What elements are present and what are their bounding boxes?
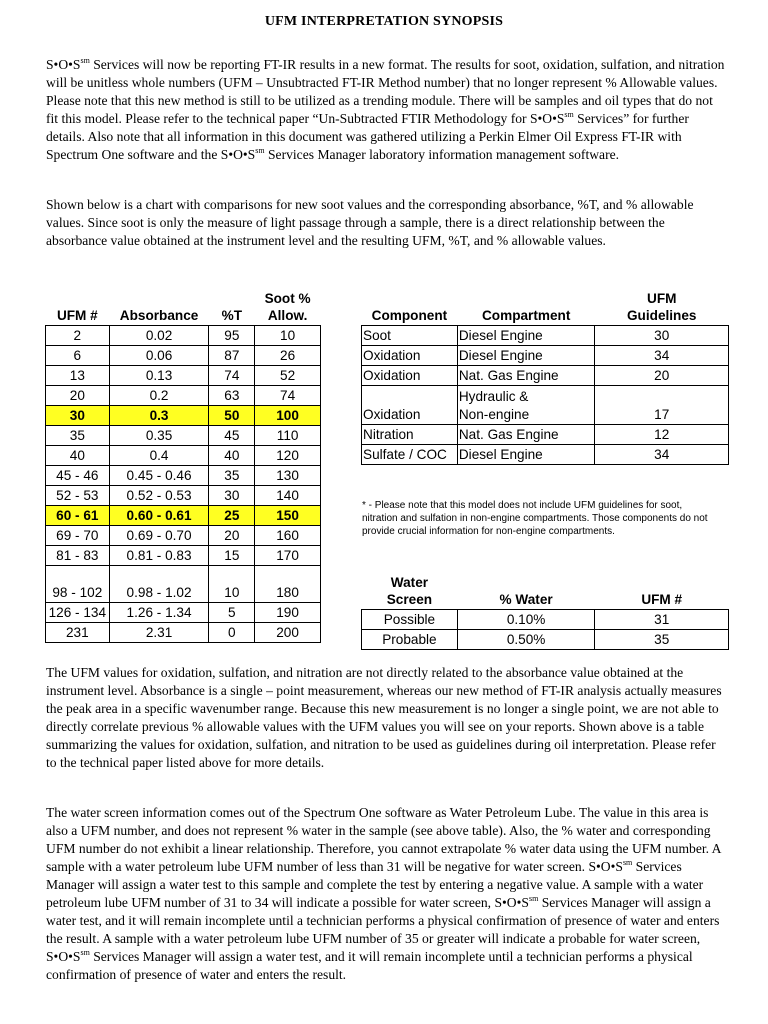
table-row (46, 603, 321, 623)
header-water-screen (362, 574, 458, 610)
cell-ufm: 231 (46, 623, 110, 643)
table-row (46, 426, 321, 446)
cell-soot: 150 (255, 506, 321, 526)
cell-ufm: 35 (595, 630, 729, 650)
intro-paragraph (46, 56, 728, 164)
cell-absorbance: 0.3 (109, 406, 209, 426)
cell-absorbance: 0.45 - 0.46 (109, 466, 209, 486)
compartment-line1: Hydraulic & (458, 389, 529, 404)
cell-percent-t: 15 (209, 546, 255, 566)
header-ufm-guidelines (595, 290, 729, 326)
cell-absorbance: 0.98 - 1.02 (109, 566, 209, 603)
cell-absorbance: 0.02 (109, 326, 209, 346)
table-row (46, 566, 321, 603)
table-row (46, 346, 321, 366)
cell-percent-t: 45 (209, 426, 255, 446)
header-screen-line2: Screen (386, 592, 433, 607)
cell-ufm: 52 - 53 (46, 486, 110, 506)
service-mark: sm (622, 858, 633, 867)
cell-absorbance: 0.81 - 0.83 (109, 546, 209, 566)
cell-screen: Probable (362, 630, 458, 650)
cell-percent-t: 50 (209, 406, 255, 426)
cell-soot: 10 (255, 326, 321, 346)
cell-percent-t: 5 (209, 603, 255, 623)
cell-percent-t: 25 (209, 506, 255, 526)
guidelines-footnote: * - Please note that this model does not include UFM guidelines for soot, nitration and sulfation in non-engine compartments. Those components do not provide crucial information for non-engine compartments. (362, 500, 708, 537)
cell-soot: 74 (255, 386, 321, 406)
paragraph-text: Services Manager laboratory information management software. (264, 147, 620, 162)
cell-ufm: 34 (595, 346, 729, 366)
table-row (46, 623, 321, 643)
water-screen-paragraph (46, 804, 728, 984)
service-mark: sm (564, 110, 574, 119)
sos-brand: S•O•S (494, 895, 529, 910)
cell-ufm: 35 (46, 426, 110, 446)
sos-brand: S•O•S (46, 949, 81, 964)
header-screen-line1: Water (390, 575, 429, 590)
service-mark: sm (80, 56, 90, 65)
cell-absorbance: 0.60 - 0.61 (109, 506, 209, 526)
cell-ufm: 2 (46, 326, 110, 346)
cell-absorbance: 0.4 (109, 446, 209, 466)
cell-soot: 110 (255, 426, 321, 446)
paragraph-text: The water screen information comes out of the Spectrum One software as Water Petroleum Lube. The value in this area is also a UFM number, and does not represent % water in the sample (see above table). Also, the % water and corresponding UFM number do not exhibit a linear relationship. Therefore, you cannot extrapolate % water data using the UFM number. A sample with a water petroleum lube UFM number of less than 31 will be negative for water screen. (46, 805, 721, 874)
cell-soot: 180 (255, 566, 321, 603)
cell-soot: 26 (255, 346, 321, 366)
header-soot-line1: Soot % (264, 291, 311, 306)
cell-component: Oxidation (362, 386, 458, 425)
cell-soot: 100 (255, 406, 321, 426)
table-row (362, 445, 729, 465)
service-mark: sm (80, 948, 90, 957)
cell-ufm: 30 (595, 326, 729, 346)
ufm-guidelines-table (361, 290, 729, 465)
cell-percent-t: 63 (209, 386, 255, 406)
table-row (46, 486, 321, 506)
cell-percent-t: 20 (209, 526, 255, 546)
cell-absorbance: 1.26 - 1.34 (109, 603, 209, 623)
cell-absorbance: 0.06 (109, 346, 209, 366)
cell-percent-t: 74 (209, 366, 255, 386)
header-component: Component (371, 308, 448, 323)
header-compartment: Compartment (481, 308, 571, 323)
header-ufm-line1: UFM (647, 291, 677, 306)
header-absorbance: Absorbance (119, 308, 199, 323)
cell-ufm: 31 (595, 610, 729, 630)
table-row (362, 630, 729, 650)
cell-component: Nitration (362, 425, 458, 445)
sos-brand: S•O•S (220, 147, 256, 162)
table-row (46, 446, 321, 466)
cell-soot: 120 (255, 446, 321, 466)
cell-component: Oxidation (362, 346, 458, 366)
table-row (362, 346, 729, 366)
cell-absorbance: 0.2 (109, 386, 209, 406)
cell-compartment: Diesel Engine (457, 346, 595, 366)
cell-compartment: Diesel Engine (457, 326, 595, 346)
paragraph-text: Services will now be reporting FT-IR results in a new format. The results for soot, oxidation, sulfation, and nitration will be unitless whole numbers (UFM – Unsubtracted FT-IR Method number) that no longer represent % Allowable values. Please note that this new method is still to be utilized as a trending module. There will be samples and oil types that do not fit this model. Please refer to the technical paper “Un-Subtracted FTIR Methodology for (46, 57, 725, 126)
cell-ufm: 40 (46, 446, 110, 466)
header-ufm: UFM # (56, 308, 98, 323)
cell-ufm: 20 (595, 366, 729, 386)
cell-absorbance: 2.31 (109, 623, 209, 643)
cell-ufm: 69 - 70 (46, 526, 110, 546)
cell-absorbance: 0.69 - 0.70 (109, 526, 209, 546)
soot-chart-paragraph: Shown below is a chart with comparisons for new soot values and the corresponding absorbance, %T, and % allowable values. Since soot is only the measure of light passage through a sample, there is a direct relationship between the absorbance value obtained at the instrument level and the resulting UFM, %T, and % allowable values. (46, 197, 694, 248)
water-screen-table (361, 574, 729, 650)
cell-percent-t: 95 (209, 326, 255, 346)
table-row (362, 366, 729, 386)
cell-percent-t: 35 (209, 466, 255, 486)
cell-compartment: Nat. Gas Engine (457, 366, 595, 386)
table-row (362, 425, 729, 445)
cell-ufm: 45 - 46 (46, 466, 110, 486)
paragraph-text: Services Manager will assign a water test, and it will remain incomplete until a technician performs a physical confirmation of presence of water and enters the result. A sample with a water petroleum lube UFM number of 35 or greater will indicate a probable for water screen, (46, 895, 720, 946)
cell-absorbance: 0.52 - 0.53 (109, 486, 209, 506)
sos-brand: S•O•S (588, 859, 623, 874)
document-title: UFM INTERPRETATION SYNOPSIS (264, 14, 504, 29)
cell-soot: 130 (255, 466, 321, 486)
cell-percent-t: 40 (209, 446, 255, 466)
cell-percent-t: 30 (209, 486, 255, 506)
table-row (46, 526, 321, 546)
cell-water: 0.50% (457, 630, 595, 650)
cell-screen: Possible (362, 610, 458, 630)
cell-soot: 200 (255, 623, 321, 643)
cell-absorbance: 0.35 (109, 426, 209, 446)
sos-brand: S•O•S (529, 111, 565, 126)
cell-absorbance: 0.13 (109, 366, 209, 386)
paragraph-text: Services Manager will assign a water test, and it will remain incomplete until a technician performs a physical confirmation of presence of water and enters the result. (46, 949, 693, 982)
cell-soot: 190 (255, 603, 321, 623)
cell-component: Sulfate / COC (362, 445, 458, 465)
sos-brand: S•O•S (46, 57, 81, 72)
cell-ufm: 98 - 102 (46, 566, 110, 603)
cell-soot: 160 (255, 526, 321, 546)
header-soot-line2: Allow. (267, 308, 308, 323)
cell-compartment (457, 386, 595, 425)
table-row (46, 326, 321, 346)
cell-compartment: Nat. Gas Engine (457, 425, 595, 445)
header-ufm-line2: Guidelines (626, 308, 697, 323)
table-row (362, 326, 729, 346)
highlighted-row (46, 406, 321, 426)
ufm-explanation-paragraph: The UFM values for oxidation, sulfation, and nitration are not directly related to the absorbance value obtained at the instrument level. Absorbance is a single – point measurement, whereas our new method of FT-IR analysis actually measures the peak area in a specific wavenumber range. Because this new measurement is no longer a single point, we are not able to directly correlate previous % allowable values with the UFM values you will see on your reports. Shown above is a table summarizing the values for oxidation, sulfation, and nitration to be used as guidelines during oil interpretation. Please refer to the technical paper listed above for more details. (46, 665, 722, 770)
cell-ufm: 81 - 83 (46, 546, 110, 566)
table-row (362, 386, 729, 425)
cell-ufm: 17 (595, 386, 729, 425)
cell-ufm: 34 (595, 445, 729, 465)
header-ufm: UFM # (641, 592, 683, 607)
cell-ufm: 12 (595, 425, 729, 445)
paragraph-text: Services Manager will assign a water test to this sample and complete the test by entering a negative value. A sample with a water petroleum lube UFM number of 31 to 34 will indicate a possible for water screen, (46, 859, 704, 910)
table-row (362, 610, 729, 630)
cell-ufm: 60 - 61 (46, 506, 110, 526)
cell-percent-t: 87 (209, 346, 255, 366)
highlighted-row (46, 506, 321, 526)
compartment-line2: Non-engine (458, 407, 530, 422)
cell-component: Soot (362, 326, 458, 346)
header-soot-allow (255, 290, 321, 326)
cell-percent-t: 10 (209, 566, 255, 603)
cell-soot: 140 (255, 486, 321, 506)
cell-ufm: 30 (46, 406, 110, 426)
service-mark: sm (255, 146, 265, 155)
cell-percent-t: 0 (209, 623, 255, 643)
service-mark: sm (528, 894, 539, 903)
cell-soot: 170 (255, 546, 321, 566)
table-row (46, 546, 321, 566)
table-row (46, 366, 321, 386)
cell-ufm: 13 (46, 366, 110, 386)
header-percent-t: %T (221, 308, 243, 323)
cell-soot: 52 (255, 366, 321, 386)
soot-comparison-table (45, 290, 321, 643)
cell-compartment: Diesel Engine (457, 445, 595, 465)
cell-ufm: 6 (46, 346, 110, 366)
header-percent-water: % Water (499, 592, 553, 607)
cell-water: 0.10% (457, 610, 595, 630)
cell-component: Oxidation (362, 366, 458, 386)
cell-ufm: 126 - 134 (46, 603, 110, 623)
table-row (46, 386, 321, 406)
paragraph-text: Services” for further details. Also note that all information in this document was gathered utilizing a Perkin Elmer Oil Express FT-IR with Spectrum One software and the (46, 111, 689, 162)
cell-ufm: 20 (46, 386, 110, 406)
table-row (46, 466, 321, 486)
